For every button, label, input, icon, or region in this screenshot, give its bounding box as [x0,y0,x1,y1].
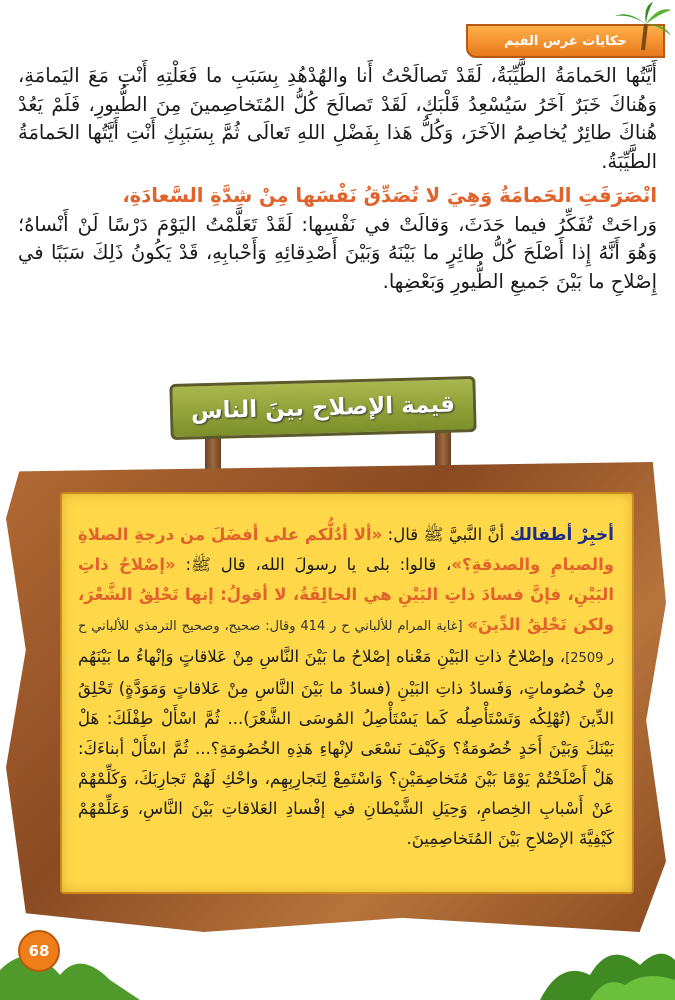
grass-decoration [0,930,675,1000]
advice-lead: أخبِرْ أطفالك [509,525,614,545]
advice-text-2: ، قالوا: بلى يا رسولَ الله، قال ﷺ: [175,555,452,574]
story-paragraph-1: أَيَّتُها الحَمامَةُ الطَّيِّبَةُ، لَقَدْ تَصالَحْتُ أَنا والهُدْهُدِ بِسَبَبِ ما فَعَلْتِهِ أَنْتِ مَعَ اليَمامَةِ، وَهُناكَ خَبَرٌ آخَرُ سَيُسْعِدُ قَلْبَكِ، لَقَدْ تَصالَحَ كُلُّ المُتَخاصِمينَ مِنَ الطُّيورِ، فَلَمْ يَعُدْ هُناكَ طائِرٌ يُخاصِمُ الآخَرَ، وَكُلُّ هَذا بِفَضْلِ اللهِ تَعالَى ثُمَّ بِسَبَبِكِ أَنْتِ أَيَّتُها الحَمامَةُ الطَّيِّبَةُ. [18,64,657,173]
value-sign [169,376,476,440]
advice-text-3: ، وإصْلاحُ ذاتِ البَيْنِ مَعْناه إصْلاحُ ما بَيْنَ النَّاسِ مِنْ عَلاقاتٍ وَإنْهاءُ ما بَيْنَهُم مِنْ خُصُوماتٍ، وَفَسادُ ذاتِ البَيْنِ (فسادُ ما بَيْنَ النَّاسِ مِنْ عَلاقاتٍ وَمَوَدَّةٍ) تَحْلِقُ الدِّينَ (تُهْلِكُه وَتَسْتَأْصِلُه كَما يَسْتَأْصِلُ المُوسَى الشَّعْرَ)... ثُمَّ اسْأَلْ طِفْلَكَ: هَلْ بَيْنَكَ وَبَيْنَ أَحَدٍ خُصُومَةٌ؟ وَكَيْفَ نَسْعَى لإنْهاءِ هَذِهِ الخُصُومَةِ؟... ثُمَّ اسْأَلْ أبناءَكَ: هَلْ أَصْلَحْتُمْ يَوْمًا بَيْنَ مُتَخاصِمَيْنِ؟ وَاسْتَمِعْ لِتَجارِبِهِم، واحْكِ لَهُمْ تَجارِبَكَ، وَكَلِّمْهُمْ عَنْ أَسْبابِ الخِصامِ، وَحِيَلِ الشَّيْطانِ في إفْسادِ العَلاقاتِ بَيْنَ النَّاسِ، وَعَلِّمْهُمْ كَيْفِيَّةَ الإصْلاحِ بَيْنَ المُتَخاصِمِينَ. [78,647,614,848]
hadith-reference: [غاية المرام للألباني ح ر 414 وقال: صحيح، وصحيح الترمذي للألباني ح ر 2509] [78,619,614,666]
hadith-quote-1: «ألا أدُلُّكم على أفضَلَ من درجةِ الصلاةِ والصيامِ والصدقةِ؟» [78,525,614,574]
story-paragraph-2: وَراحَتْ تُفَكِّرُ فيما حَدَثَ، وَقالَتْ في نَفْسِها: لَقَدْ تَعَلَّمْتُ اليَوْمَ دَرْسًا لَنْ أَنْساهُ؛ وَهُوَ أَنَّهُ إِذا أَصْلَحَ كُلُّ طائِرٍ ما بَيْنَهُ وَبَيْنَ أَصْدِقائِهِ وَأَحْبابِهِ، قَدْ يَكُونُ ذَلِكَ سَبَبًا في إِصْلاحِ ما بَيْنَ جَميعِ الطُّيورِ وَبَعْضِها. [18,212,657,293]
page-number-badge [18,930,60,972]
story-text [18,62,657,296]
palm-tree-icon [613,2,673,52]
page-number: 68 [28,942,50,960]
series-title: حكايات غرس القيم [504,33,627,49]
story-paragraph-highlight: انْصَرَفَتِ الحَمامَةُ وَهِيَ لا تُصَدِّقُ نَفْسَها مِنْ شِدَّةِ السَّعادَةِ، [122,184,657,207]
advice-text-1: أنَّ النَّبيَّ ﷺ قال: [382,525,510,544]
hadith-quote-2: «إصْلاحُ ذاتِ البَيْنِ، فإنَّ فسادَ ذاتِ البَيْنِ هي الحالِقَةُ، لا أقولُ: إنها تَحْلِقُ الشَّعْرَ، ولكن تَحْلِقُ الدِّينَ» [78,555,614,634]
advice-text [78,520,614,854]
value-sign-title: قيمة الإصلاح بينَ الناس [190,391,456,425]
